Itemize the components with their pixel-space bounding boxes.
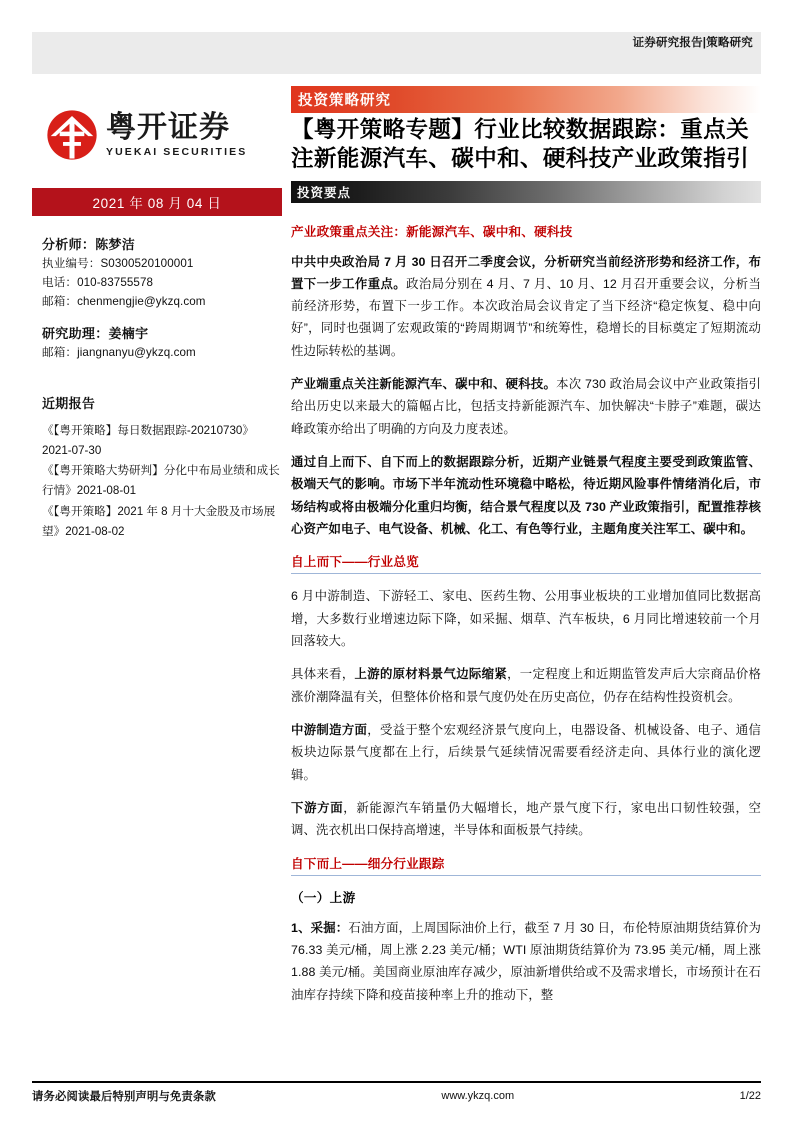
analyst-email: 邮箱：chenmengjie@ykzq.com (42, 294, 206, 308)
analyst-phone: 电话：010-83755578 (42, 275, 154, 289)
report-date-band (32, 188, 282, 216)
category-tag-band (291, 86, 761, 113)
assistant-email: 邮箱：jiangnanyu@ykzq.com (42, 346, 196, 360)
list-item[interactable]: 《【粤开策略】2021 年 8 月十大金股及市场展望》2021-08-02 (42, 505, 276, 539)
investment-points-label: 投资要点 (297, 185, 352, 200)
footer-row (32, 1088, 761, 1104)
page-header-band (32, 32, 761, 74)
brand-name-en: YUEKAI SECURITIES (106, 145, 248, 158)
section-heading-top-down: 自上而下——行业总览 (291, 551, 761, 574)
paragraph (291, 251, 761, 363)
category-tag-label: 投资策略研究 (298, 93, 391, 109)
analyst-info (32, 234, 282, 363)
paragraph (291, 719, 761, 786)
paragraph: 通过自上而下、自下而上的数据跟踪分析，近期产业链景气程度主要受到政策监管、极端天气的影响。市场下半年流动性环境稳中略松，待近期风险事件情绪消化后，市场结构或将由极端分化重归均衡，结合景气程度以及 730 产业政策指引，配置推荐核心资产如电子、电气设备、机械、化工、有色等行业，主题角度关注军工、碳中和。 (291, 455, 761, 537)
paragraph-rest: 政治局分别在 4 月、7 月、10 月、12 月召开重要会议，分析当前经济形势，布置下一步工作。本次政治局会议肯定了当下经济“稳定恢复、稳中向好”，同时也强调了宏观政策的“跨周期调节”和统筹性，稳增长的目标奠定了短期流动性边际转松的基调。 (291, 276, 761, 358)
analyst-name: 分析师：陈梦洁 (42, 237, 136, 252)
analyst-license: 执业编号：S0300520100001 (42, 257, 194, 271)
recent-reports-title: 近期报告 (42, 396, 96, 412)
section-heading-bottom-up: 自下而上——细分行业跟踪 (291, 853, 761, 876)
paragraph (291, 917, 761, 1006)
main-content (291, 86, 761, 1017)
assistant-name: 研究助理：姜楠宇 (42, 326, 149, 342)
investment-points-band (291, 181, 761, 203)
paragraph-rest: 石油方面，上周国际油价上行，截至 7 月 30 日，布伦特原油期货结算价为 76.33 美元/桶，周上涨 2.23 美元/桶；WTI 原油期货结算价为 73.95 美元/桶，周上涨 1.88 美元/桶。美国商业原油库存减少，原油新增供给或不及需求增长，市场预计在石油库存持续下降和疫苗接种率上升的推动下，整 (291, 920, 761, 1002)
paragraph-rest: ，一定程度上和近期监管发声后大宗商品价格涨价潮降温有关，但整体价格和景气度仍处在历史高位，仍存在结构性投资机会。 (291, 667, 762, 704)
list-item[interactable]: 《【粤开策略大势研判】分化中布局业绩和成长行情》2021-08-01 (42, 464, 280, 498)
paragraph (291, 797, 761, 842)
paragraph: 6 月中游制造、下游轻工、家电、医药生物、公用事业板块的工业增加值同比数据高增，大多数行业增速边际下降，如采掘、烟草、汽车板块，6 月同比增速较前一个月回落较大。 (291, 589, 761, 649)
section-heading-policy-focus: 产业政策重点关注：新能源汽车、碳中和、硬科技 (291, 224, 573, 239)
yuekai-circle-arrow-logo-icon (44, 107, 100, 163)
paragraph-lead-bold: 下游方面 (291, 801, 344, 816)
subsection-heading-upstream: （一）上游 (291, 890, 356, 905)
paragraph-lead-bold: 中共中央政治局 7 月 30 日召开二季度会议，分析研究当前经济形势和经济工作，布置下一步工作重点。 (291, 254, 761, 291)
footer-disclaimer: 请务必阅读最后特别声明与免责条款 (32, 1091, 216, 1103)
header-breadcrumb: 证券研究报告|策略研究 (632, 37, 753, 49)
footer-website[interactable]: www.ykzq.com (441, 1090, 515, 1102)
page-footer (32, 1081, 761, 1104)
footer-divider (32, 1081, 761, 1083)
brand-name-cn: 粤开证券 (106, 110, 230, 144)
paragraph-rest: ，受益于整个宏观经济景气度向上，电器设备、机械设备、电子、通信板块边际景气度都在上行，后续景气延续情况需要看经济走向、具体行业的演化逻辑。 (291, 723, 761, 782)
paragraph-lead-bold: 产业端重点关注新能源汽车、碳中和、硬科技。 (291, 377, 557, 392)
brand-wordmark (106, 110, 248, 158)
paragraph (291, 373, 761, 440)
paragraph-lead: 具体来看， (291, 667, 355, 682)
paragraph-lead-bold: 中游制造方面 (291, 723, 368, 738)
paragraph-rest: ，新能源汽车销量仍大幅增长，地产景气度下行，家电出口韧性较强，空调、洗衣机出口保持高增速，半导体和面板景气持续。 (291, 801, 762, 838)
report-date: 2021 年 08 月 04 日 (92, 196, 222, 211)
paragraph (291, 663, 761, 708)
brand-logo (32, 92, 282, 178)
list-item[interactable]: 《【粤开策略】每日数据跟踪-20210730》2021-07-30 (42, 423, 254, 457)
paragraph-rest: 本次 730 政治局会议中产业政策指引给出历史以来最大的篇幅占比，包括支持新能源汽车、加快解决“卡脖子”难题，碳达峰政策亦给出了明确的方向及力度表述。 (291, 377, 761, 436)
page-title: 【粤开策略专题】行业比较数据跟踪：重点关注新能源汽车、碳中和、硬科技产业政策指引 (291, 117, 750, 172)
paragraph-emphasis: 上游的原材料景气边际缩紧 (354, 667, 508, 682)
spacer (42, 311, 282, 323)
article-body (291, 221, 761, 1007)
paragraph-lead-bold: 1、采掘： (291, 920, 349, 935)
left-sidebar (32, 92, 282, 543)
recent-reports-section (32, 393, 282, 542)
footer-page-number: 1/22 (739, 1090, 761, 1102)
